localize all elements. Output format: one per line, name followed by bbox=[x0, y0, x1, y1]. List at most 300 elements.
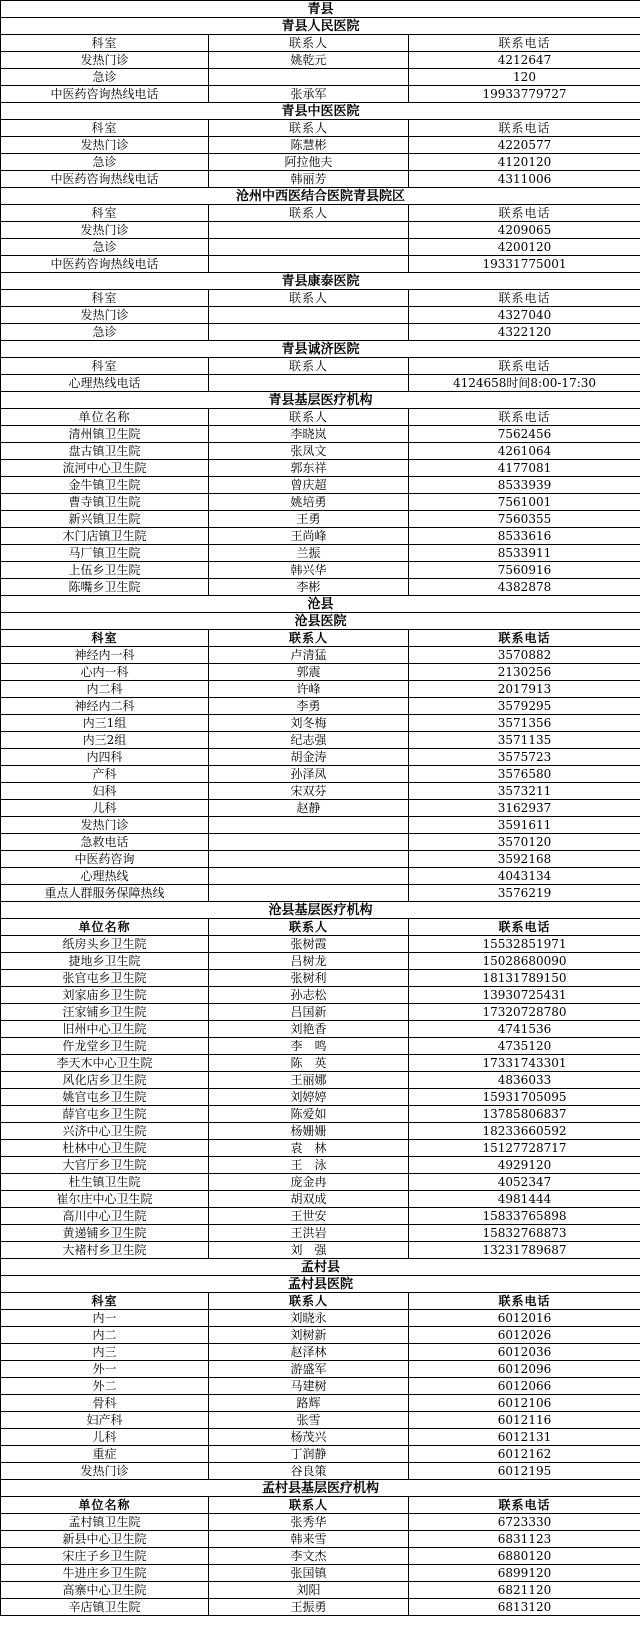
cell-dept: 重点人群服务保障热线 bbox=[1, 885, 209, 902]
cell-phone: 13231789687 bbox=[409, 1242, 640, 1259]
cell-phone: 6012106 bbox=[409, 1395, 640, 1412]
cell-contact: 刘婷婷 bbox=[209, 1089, 409, 1106]
cell-contact: 吕国新 bbox=[209, 1004, 409, 1021]
column-header-contact: 联系人 bbox=[209, 1293, 409, 1310]
table-row bbox=[1, 1021, 640, 1038]
table-row bbox=[1, 732, 640, 749]
section-title-row bbox=[1, 613, 640, 630]
cell-dept: 上伍乡卫生院 bbox=[1, 562, 209, 579]
table-row bbox=[1, 1208, 640, 1225]
cell-contact: 王振勇 bbox=[209, 1599, 409, 1616]
cell-contact: 胡双成 bbox=[209, 1191, 409, 1208]
column-header-row bbox=[1, 205, 640, 222]
table-row bbox=[1, 137, 640, 154]
cell-contact: 张树利 bbox=[209, 970, 409, 987]
cell-dept: 仵龙堂乡卫生院 bbox=[1, 1038, 209, 1055]
section-title: 孟村县医院 bbox=[1, 1276, 640, 1293]
cell-phone: 6012096 bbox=[409, 1361, 640, 1378]
table-row bbox=[1, 1191, 640, 1208]
table-row bbox=[1, 324, 640, 341]
cell-phone: 4212647 bbox=[409, 52, 640, 69]
cell-phone: 6821120 bbox=[409, 1582, 640, 1599]
table-row bbox=[1, 987, 640, 1004]
column-header-dept: 科室 bbox=[1, 120, 209, 137]
cell-phone: 15028680090 bbox=[409, 953, 640, 970]
cell-contact: 郭震 bbox=[209, 664, 409, 681]
cell-phone: 4322120 bbox=[409, 324, 640, 341]
table-row bbox=[1, 511, 640, 528]
cell-dept: 内四科 bbox=[1, 749, 209, 766]
table-row bbox=[1, 851, 640, 868]
cell-dept: 杜林中心卫生院 bbox=[1, 1140, 209, 1157]
cell-phone: 4052347 bbox=[409, 1174, 640, 1191]
cell-dept: 儿科 bbox=[1, 1429, 209, 1446]
cell-dept: 薛官屯乡卫生院 bbox=[1, 1106, 209, 1123]
table-row bbox=[1, 545, 640, 562]
table-row bbox=[1, 1463, 640, 1480]
table-row bbox=[1, 426, 640, 443]
cell-phone: 15832768873 bbox=[409, 1225, 640, 1242]
table-row bbox=[1, 256, 640, 273]
cell-dept: 张官屯乡卫生院 bbox=[1, 970, 209, 987]
cell-contact: 兰振 bbox=[209, 545, 409, 562]
column-header-dept: 单位名称 bbox=[1, 1497, 209, 1514]
column-header-phone: 联系电话 bbox=[409, 358, 640, 375]
table-row bbox=[1, 1055, 640, 1072]
cell-phone: 6813120 bbox=[409, 1599, 640, 1616]
column-header-phone: 联系电话 bbox=[409, 205, 640, 222]
column-header-contact: 联系人 bbox=[209, 1497, 409, 1514]
section-title: 青县基层医疗机构 bbox=[1, 392, 640, 409]
cell-phone: 4200120 bbox=[409, 239, 640, 256]
cell-dept: 纸房头乡卫生院 bbox=[1, 936, 209, 953]
cell-phone: 6880120 bbox=[409, 1548, 640, 1565]
column-header-contact: 联系人 bbox=[209, 205, 409, 222]
cell-dept: 内三1组 bbox=[1, 715, 209, 732]
section-title: 青县诚济医院 bbox=[1, 341, 640, 358]
column-header-contact: 联系人 bbox=[209, 630, 409, 647]
cell-contact: 刘阳 bbox=[209, 1582, 409, 1599]
cell-contact: 谷良策 bbox=[209, 1463, 409, 1480]
column-header-dept: 科室 bbox=[1, 290, 209, 307]
table-row bbox=[1, 494, 640, 511]
table-row bbox=[1, 800, 640, 817]
cell-contact: 庞金冉 bbox=[209, 1174, 409, 1191]
cell-phone: 6012162 bbox=[409, 1446, 640, 1463]
table-row bbox=[1, 1327, 640, 1344]
cell-contact: 张承军 bbox=[209, 86, 409, 103]
cell-contact: 许峰 bbox=[209, 681, 409, 698]
cell-dept: 新兴镇卫生院 bbox=[1, 511, 209, 528]
cell-contact: 阿拉他夫 bbox=[209, 154, 409, 171]
cell-phone: 4327040 bbox=[409, 307, 640, 324]
cell-phone: 2130256 bbox=[409, 664, 640, 681]
section-title: 沧县 bbox=[1, 596, 640, 613]
cell-dept: 崔尔庄中心卫生院 bbox=[1, 1191, 209, 1208]
table-row bbox=[1, 1361, 640, 1378]
table-row bbox=[1, 477, 640, 494]
column-header-contact: 联系人 bbox=[209, 35, 409, 52]
cell-phone: 4177081 bbox=[409, 460, 640, 477]
section-title: 沧县医院 bbox=[1, 613, 640, 630]
table-row bbox=[1, 1072, 640, 1089]
cell-phone: 7561001 bbox=[409, 494, 640, 511]
cell-contact: 韩来雪 bbox=[209, 1531, 409, 1548]
section-title-row bbox=[1, 596, 640, 613]
section-title-row bbox=[1, 273, 640, 290]
section-title: 孟村县基层医疗机构 bbox=[1, 1480, 640, 1497]
cell-contact: 赵静 bbox=[209, 800, 409, 817]
cell-contact bbox=[209, 885, 409, 902]
section-title: 青县康泰医院 bbox=[1, 273, 640, 290]
table-row bbox=[1, 1089, 640, 1106]
cell-contact: 李晓岚 bbox=[209, 426, 409, 443]
table-row bbox=[1, 154, 640, 171]
cell-contact: 张雪 bbox=[209, 1412, 409, 1429]
section-title-row bbox=[1, 1259, 640, 1276]
cell-dept: 中医药咨询热线电话 bbox=[1, 86, 209, 103]
column-header-dept: 科室 bbox=[1, 630, 209, 647]
cell-dept: 急诊 bbox=[1, 69, 209, 86]
cell-contact: 孙志松 bbox=[209, 987, 409, 1004]
cell-dept: 杜生镇卫生院 bbox=[1, 1174, 209, 1191]
table-row bbox=[1, 1242, 640, 1259]
cell-contact: 马建树 bbox=[209, 1378, 409, 1395]
table-row bbox=[1, 1446, 640, 1463]
column-header-contact: 联系人 bbox=[209, 290, 409, 307]
table-row bbox=[1, 52, 640, 69]
cell-dept: 内三 bbox=[1, 1344, 209, 1361]
cell-contact: 王勇 bbox=[209, 511, 409, 528]
cell-dept: 急诊 bbox=[1, 239, 209, 256]
table-row bbox=[1, 460, 640, 477]
table-row bbox=[1, 222, 640, 239]
cell-phone: 4735120 bbox=[409, 1038, 640, 1055]
cell-phone: 13785806837 bbox=[409, 1106, 640, 1123]
cell-phone: 2017913 bbox=[409, 681, 640, 698]
table-row bbox=[1, 868, 640, 885]
cell-phone: 3575723 bbox=[409, 749, 640, 766]
column-header-dept: 科室 bbox=[1, 1293, 209, 1310]
cell-phone: 4382878 bbox=[409, 579, 640, 596]
table-row bbox=[1, 1395, 640, 1412]
table-row bbox=[1, 766, 640, 783]
cell-dept: 骨科 bbox=[1, 1395, 209, 1412]
cell-dept: 清州镇卫生院 bbox=[1, 426, 209, 443]
cell-dept: 陈嘴乡卫生院 bbox=[1, 579, 209, 596]
section-title: 沧州中西医结合医院青县院区 bbox=[1, 188, 640, 205]
cell-contact: 李勇 bbox=[209, 698, 409, 715]
cell-phone: 15127728717 bbox=[409, 1140, 640, 1157]
cell-dept: 高寨中心卫生院 bbox=[1, 1582, 209, 1599]
table-row bbox=[1, 715, 640, 732]
cell-contact bbox=[209, 69, 409, 86]
cell-phone: 4836033 bbox=[409, 1072, 640, 1089]
table-row bbox=[1, 1004, 640, 1021]
cell-dept: 发热门诊 bbox=[1, 52, 209, 69]
table-row bbox=[1, 1310, 640, 1327]
table-row bbox=[1, 834, 640, 851]
cell-dept: 发热门诊 bbox=[1, 222, 209, 239]
table-row bbox=[1, 681, 640, 698]
cell-phone: 18131789150 bbox=[409, 970, 640, 987]
table-row bbox=[1, 1140, 640, 1157]
cell-contact: 王世安 bbox=[209, 1208, 409, 1225]
table-row bbox=[1, 1412, 640, 1429]
cell-phone: 3570882 bbox=[409, 647, 640, 664]
column-header-row bbox=[1, 120, 640, 137]
section-title: 青县人民医院 bbox=[1, 18, 640, 35]
cell-contact: 李 鸣 bbox=[209, 1038, 409, 1055]
table-row bbox=[1, 307, 640, 324]
cell-dept: 大褚村乡卫生院 bbox=[1, 1242, 209, 1259]
cell-dept: 发热门诊 bbox=[1, 1463, 209, 1480]
section-title-row bbox=[1, 103, 640, 120]
cell-dept: 重症 bbox=[1, 1446, 209, 1463]
cell-contact bbox=[209, 834, 409, 851]
cell-dept: 黄递铺乡卫生院 bbox=[1, 1225, 209, 1242]
cell-contact: 刘晓永 bbox=[209, 1310, 409, 1327]
cell-phone: 19933779727 bbox=[409, 86, 640, 103]
cell-phone: 6012116 bbox=[409, 1412, 640, 1429]
cell-phone: 6723330 bbox=[409, 1514, 640, 1531]
cell-phone: 4311006 bbox=[409, 171, 640, 188]
cell-contact: 王尚峰 bbox=[209, 528, 409, 545]
column-header-row bbox=[1, 358, 640, 375]
cell-dept: 急诊 bbox=[1, 154, 209, 171]
cell-dept: 内二科 bbox=[1, 681, 209, 698]
cell-dept: 发热门诊 bbox=[1, 817, 209, 834]
table-row bbox=[1, 1582, 640, 1599]
column-header-dept: 单位名称 bbox=[1, 919, 209, 936]
cell-phone: 8533911 bbox=[409, 545, 640, 562]
cell-contact bbox=[209, 239, 409, 256]
section-title: 青县中医医院 bbox=[1, 103, 640, 120]
cell-dept: 急诊 bbox=[1, 324, 209, 341]
cell-phone: 6012131 bbox=[409, 1429, 640, 1446]
cell-dept: 发热门诊 bbox=[1, 307, 209, 324]
cell-contact: 李彬 bbox=[209, 579, 409, 596]
column-header-phone: 联系电话 bbox=[409, 1293, 640, 1310]
cell-dept: 中医药咨询热线电话 bbox=[1, 171, 209, 188]
cell-contact: 陈爱如 bbox=[209, 1106, 409, 1123]
cell-dept: 风化店乡卫生院 bbox=[1, 1072, 209, 1089]
column-header-row bbox=[1, 919, 640, 936]
cell-dept: 旧州中心卫生院 bbox=[1, 1021, 209, 1038]
table-row bbox=[1, 817, 640, 834]
cell-contact: 王丽娜 bbox=[209, 1072, 409, 1089]
section-title: 青县 bbox=[1, 1, 640, 18]
table-row bbox=[1, 664, 640, 681]
column-header-row bbox=[1, 290, 640, 307]
cell-phone: 3571356 bbox=[409, 715, 640, 732]
cell-contact: 赵泽林 bbox=[209, 1344, 409, 1361]
cell-contact: 张树霞 bbox=[209, 936, 409, 953]
cell-phone: 4124658时间8:00-17:30 bbox=[409, 375, 640, 392]
cell-contact: 曾庆超 bbox=[209, 477, 409, 494]
table-row bbox=[1, 171, 640, 188]
cell-contact bbox=[209, 375, 409, 392]
table-row bbox=[1, 1106, 640, 1123]
cell-contact: 韩丽芳 bbox=[209, 171, 409, 188]
column-header-contact: 联系人 bbox=[209, 358, 409, 375]
cell-dept: 孟村镇卫生院 bbox=[1, 1514, 209, 1531]
column-header-contact: 联系人 bbox=[209, 919, 409, 936]
cell-contact: 姚培勇 bbox=[209, 494, 409, 511]
cell-phone: 6012195 bbox=[409, 1463, 640, 1480]
cell-contact: 张秀华 bbox=[209, 1514, 409, 1531]
cell-contact bbox=[209, 307, 409, 324]
table-row bbox=[1, 69, 640, 86]
cell-contact: 卢清猛 bbox=[209, 647, 409, 664]
cell-contact: 张凤文 bbox=[209, 443, 409, 460]
table-row bbox=[1, 749, 640, 766]
cell-phone: 17331743301 bbox=[409, 1055, 640, 1072]
cell-dept: 盘古镇卫生院 bbox=[1, 443, 209, 460]
cell-phone: 18233660592 bbox=[409, 1123, 640, 1140]
table-row bbox=[1, 885, 640, 902]
cell-contact: 郭东祥 bbox=[209, 460, 409, 477]
cell-contact: 纪志强 bbox=[209, 732, 409, 749]
section-title-row bbox=[1, 902, 640, 919]
cell-contact: 韩兴华 bbox=[209, 562, 409, 579]
cell-dept: 大官厅乡卫生院 bbox=[1, 1157, 209, 1174]
cell-dept: 姚官屯乡卫生院 bbox=[1, 1089, 209, 1106]
cell-phone: 3162937 bbox=[409, 800, 640, 817]
table-row bbox=[1, 970, 640, 987]
cell-phone: 3576580 bbox=[409, 766, 640, 783]
column-header-phone: 联系电话 bbox=[409, 1497, 640, 1514]
cell-contact: 王 泳 bbox=[209, 1157, 409, 1174]
cell-contact: 陈慧彬 bbox=[209, 137, 409, 154]
cell-dept: 流河中心卫生院 bbox=[1, 460, 209, 477]
table-row bbox=[1, 1599, 640, 1616]
section-title-row bbox=[1, 18, 640, 35]
table-row bbox=[1, 1378, 640, 1395]
cell-phone: 4929120 bbox=[409, 1157, 640, 1174]
cell-dept: 高川中心卫生院 bbox=[1, 1208, 209, 1225]
cell-phone: 120 bbox=[409, 69, 640, 86]
cell-phone: 15833765898 bbox=[409, 1208, 640, 1225]
cell-phone: 4981444 bbox=[409, 1191, 640, 1208]
table-row bbox=[1, 443, 640, 460]
cell-contact: 袁 林 bbox=[209, 1140, 409, 1157]
section-title-row bbox=[1, 392, 640, 409]
table-row bbox=[1, 1157, 640, 1174]
cell-contact bbox=[209, 256, 409, 273]
cell-contact: 游盛军 bbox=[209, 1361, 409, 1378]
cell-phone: 15532851971 bbox=[409, 936, 640, 953]
table-row bbox=[1, 936, 640, 953]
table-row bbox=[1, 86, 640, 103]
section-title-row bbox=[1, 1480, 640, 1497]
cell-phone: 4220577 bbox=[409, 137, 640, 154]
table-row bbox=[1, 1225, 640, 1242]
cell-contact: 杨茂兴 bbox=[209, 1429, 409, 1446]
cell-phone: 6012066 bbox=[409, 1378, 640, 1395]
cell-phone: 3592168 bbox=[409, 851, 640, 868]
table-row bbox=[1, 1429, 640, 1446]
cell-phone: 6831123 bbox=[409, 1531, 640, 1548]
cell-contact: 丁润静 bbox=[209, 1446, 409, 1463]
table-row bbox=[1, 1514, 640, 1531]
cell-phone: 3576219 bbox=[409, 885, 640, 902]
column-header-phone: 联系电话 bbox=[409, 919, 640, 936]
section-title: 孟村县 bbox=[1, 1259, 640, 1276]
column-header-phone: 联系电话 bbox=[409, 409, 640, 426]
section-title-row bbox=[1, 1276, 640, 1293]
table-row bbox=[1, 1565, 640, 1582]
cell-dept: 汪家铺乡卫生院 bbox=[1, 1004, 209, 1021]
cell-phone: 3571135 bbox=[409, 732, 640, 749]
cell-phone: 3591611 bbox=[409, 817, 640, 834]
cell-contact: 孙泽凤 bbox=[209, 766, 409, 783]
cell-phone: 7560355 bbox=[409, 511, 640, 528]
cell-dept: 心理热线电话 bbox=[1, 375, 209, 392]
table-row bbox=[1, 1548, 640, 1565]
cell-contact: 姚乾元 bbox=[209, 52, 409, 69]
cell-dept: 牛进庄乡卫生院 bbox=[1, 1565, 209, 1582]
column-header-dept: 单位名称 bbox=[1, 409, 209, 426]
table-row bbox=[1, 1123, 640, 1140]
cell-dept: 妇产科 bbox=[1, 1412, 209, 1429]
table-row bbox=[1, 562, 640, 579]
section-title-row bbox=[1, 1, 640, 18]
cell-dept: 急救电话 bbox=[1, 834, 209, 851]
column-header-contact: 联系人 bbox=[209, 409, 409, 426]
column-header-phone: 联系电话 bbox=[409, 290, 640, 307]
cell-contact: 路辉 bbox=[209, 1395, 409, 1412]
cell-phone: 13930725431 bbox=[409, 987, 640, 1004]
column-header-phone: 联系电话 bbox=[409, 120, 640, 137]
column-header-row bbox=[1, 1293, 640, 1310]
cell-phone: 19331775001 bbox=[409, 256, 640, 273]
cell-contact bbox=[209, 851, 409, 868]
cell-dept: 金牛镇卫生院 bbox=[1, 477, 209, 494]
cell-phone: 4043134 bbox=[409, 868, 640, 885]
table-row bbox=[1, 1344, 640, 1361]
cell-contact: 张国镇 bbox=[209, 1565, 409, 1582]
cell-contact: 刘树新 bbox=[209, 1327, 409, 1344]
cell-contact: 王洪岩 bbox=[209, 1225, 409, 1242]
cell-contact bbox=[209, 222, 409, 239]
cell-dept: 外一 bbox=[1, 1361, 209, 1378]
table-row bbox=[1, 647, 640, 664]
cell-contact: 刘 强 bbox=[209, 1242, 409, 1259]
cell-dept: 木门店镇卫生院 bbox=[1, 528, 209, 545]
cell-dept: 刘家庙乡卫生院 bbox=[1, 987, 209, 1004]
cell-dept: 马厂镇卫生院 bbox=[1, 545, 209, 562]
cell-phone: 4120120 bbox=[409, 154, 640, 171]
cell-dept: 心内一科 bbox=[1, 664, 209, 681]
section-title-row bbox=[1, 188, 640, 205]
table-row bbox=[1, 1174, 640, 1191]
table-row bbox=[1, 1531, 640, 1548]
cell-dept: 内三2组 bbox=[1, 732, 209, 749]
table-row bbox=[1, 375, 640, 392]
cell-phone: 6012026 bbox=[409, 1327, 640, 1344]
section-title-row bbox=[1, 341, 640, 358]
cell-contact: 吕树龙 bbox=[209, 953, 409, 970]
column-header-row bbox=[1, 1497, 640, 1514]
cell-dept: 内二 bbox=[1, 1327, 209, 1344]
cell-dept: 中医药咨询热线电话 bbox=[1, 256, 209, 273]
cell-phone: 6899120 bbox=[409, 1565, 640, 1582]
cell-contact: 刘艳香 bbox=[209, 1021, 409, 1038]
table-row bbox=[1, 239, 640, 256]
cell-dept: 妇科 bbox=[1, 783, 209, 800]
cell-contact bbox=[209, 817, 409, 834]
